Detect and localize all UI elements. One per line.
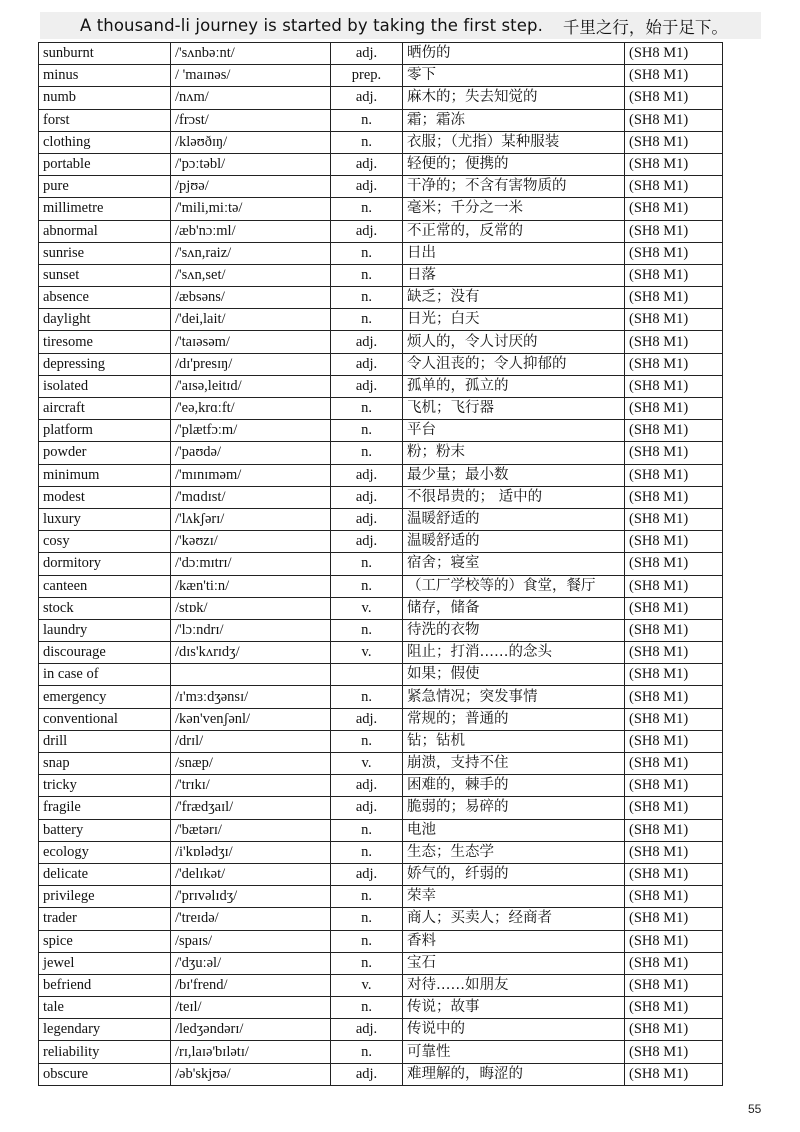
part-of-speech-cell: n. bbox=[331, 264, 403, 286]
part-of-speech-cell: adj. bbox=[331, 531, 403, 553]
table-row bbox=[39, 353, 723, 375]
part-of-speech-cell: n. bbox=[331, 575, 403, 597]
phonetic-cell: /'sʌn,set/ bbox=[171, 264, 331, 286]
part-of-speech-cell: n. bbox=[331, 997, 403, 1019]
chinese-meaning-cell: 温暖舒适的 bbox=[403, 531, 625, 553]
part-of-speech-cell: adj. bbox=[331, 176, 403, 198]
chinese-meaning-cell: 电池 bbox=[403, 819, 625, 841]
part-of-speech-cell: n. bbox=[331, 553, 403, 575]
chinese-meaning-cell: 霜；霜冻 bbox=[403, 109, 625, 131]
phonetic-cell: /əb'skjʊə/ bbox=[171, 1063, 331, 1085]
part-of-speech-cell: n. bbox=[331, 730, 403, 752]
chinese-meaning-cell: 缺乏；没有 bbox=[403, 287, 625, 309]
unit-cell: (SH8 M1) bbox=[625, 886, 723, 908]
chinese-meaning-cell: 干净的；不含有害物质的 bbox=[403, 176, 625, 198]
chinese-meaning-cell: 脆弱的；易碎的 bbox=[403, 797, 625, 819]
chinese-meaning-cell: 烦人的，令人讨厌的 bbox=[403, 331, 625, 353]
table-row bbox=[39, 974, 723, 996]
word-cell: spice bbox=[39, 930, 171, 952]
word-cell: minus bbox=[39, 65, 171, 87]
phonetic-cell: /i'kɒlədʒɪ/ bbox=[171, 841, 331, 863]
word-cell: cosy bbox=[39, 531, 171, 553]
vocabulary-table bbox=[38, 42, 723, 1086]
table-row bbox=[39, 997, 723, 1019]
chinese-meaning-cell: 香料 bbox=[403, 930, 625, 952]
table-row bbox=[39, 930, 723, 952]
chinese-meaning-cell: 零下 bbox=[403, 65, 625, 87]
word-cell: ecology bbox=[39, 841, 171, 863]
unit-cell: (SH8 M1) bbox=[625, 908, 723, 930]
part-of-speech-cell: n. bbox=[331, 131, 403, 153]
table-row bbox=[39, 65, 723, 87]
phonetic-cell: /'trɪkɪ/ bbox=[171, 775, 331, 797]
unit-cell: (SH8 M1) bbox=[625, 87, 723, 109]
table-row bbox=[39, 886, 723, 908]
phonetic-cell: / 'maɪnəs/ bbox=[171, 65, 331, 87]
phonetic-cell: /'dɔːmɪtrɪ/ bbox=[171, 553, 331, 575]
phonetic-cell: /'kəʊzɪ/ bbox=[171, 531, 331, 553]
unit-cell: (SH8 M1) bbox=[625, 309, 723, 331]
phonetic-cell: /'mɑdɪst/ bbox=[171, 486, 331, 508]
phonetic-cell: /'sʌn,raiz/ bbox=[171, 242, 331, 264]
table-row bbox=[39, 176, 723, 198]
chinese-meaning-cell: 钻；钻机 bbox=[403, 730, 625, 752]
word-cell: in case of bbox=[39, 664, 171, 686]
phonetic-cell: /kləʊðɪŋ/ bbox=[171, 131, 331, 153]
table-row bbox=[39, 753, 723, 775]
unit-cell: (SH8 M1) bbox=[625, 775, 723, 797]
phonetic-cell: /'plætfɔːm/ bbox=[171, 420, 331, 442]
chinese-meaning-cell: 储存，储备 bbox=[403, 597, 625, 619]
part-of-speech-cell: adj. bbox=[331, 508, 403, 530]
unit-cell: (SH8 M1) bbox=[625, 353, 723, 375]
table-row bbox=[39, 952, 723, 974]
part-of-speech-cell: n. bbox=[331, 952, 403, 974]
table-row bbox=[39, 597, 723, 619]
unit-cell: (SH8 M1) bbox=[625, 619, 723, 641]
table-row bbox=[39, 819, 723, 841]
unit-cell: (SH8 M1) bbox=[625, 65, 723, 87]
part-of-speech-cell: n. bbox=[331, 242, 403, 264]
word-cell: modest bbox=[39, 486, 171, 508]
unit-cell: (SH8 M1) bbox=[625, 287, 723, 309]
part-of-speech-cell: adj. bbox=[331, 775, 403, 797]
table-row bbox=[39, 575, 723, 597]
phonetic-cell: /'frædʒaɪl/ bbox=[171, 797, 331, 819]
table-row bbox=[39, 464, 723, 486]
word-cell: isolated bbox=[39, 375, 171, 397]
phonetic-cell: /ɪ'mɜːdʒənsɪ/ bbox=[171, 686, 331, 708]
phonetic-cell: /kæn'tiːn/ bbox=[171, 575, 331, 597]
unit-cell: (SH8 M1) bbox=[625, 819, 723, 841]
word-cell: millimetre bbox=[39, 198, 171, 220]
unit-cell: (SH8 M1) bbox=[625, 398, 723, 420]
word-cell: forst bbox=[39, 109, 171, 131]
table-row bbox=[39, 109, 723, 131]
table-row bbox=[39, 398, 723, 420]
chinese-meaning-cell: 阻止；打消……的念头 bbox=[403, 642, 625, 664]
word-cell: battery bbox=[39, 819, 171, 841]
unit-cell: (SH8 M1) bbox=[625, 753, 723, 775]
header-english-proverb: A thousand-li journey is started by taking the first step. bbox=[80, 16, 543, 35]
table-row bbox=[39, 43, 723, 65]
part-of-speech-cell: n. bbox=[331, 686, 403, 708]
word-cell: trader bbox=[39, 908, 171, 930]
table-row bbox=[39, 264, 723, 286]
chinese-meaning-cell: 传说；故事 bbox=[403, 997, 625, 1019]
phonetic-cell: /teɪl/ bbox=[171, 997, 331, 1019]
part-of-speech-cell: n. bbox=[331, 398, 403, 420]
table-row bbox=[39, 841, 723, 863]
word-cell: pure bbox=[39, 176, 171, 198]
phonetic-cell: /rɪ,laɪə'bɪlətɪ/ bbox=[171, 1041, 331, 1063]
unit-cell: (SH8 M1) bbox=[625, 198, 723, 220]
phonetic-cell: /'dʒuːəl/ bbox=[171, 952, 331, 974]
unit-cell: (SH8 M1) bbox=[625, 664, 723, 686]
table-row bbox=[39, 87, 723, 109]
word-cell: laundry bbox=[39, 619, 171, 641]
phonetic-cell: /stɒk/ bbox=[171, 597, 331, 619]
chinese-meaning-cell: 不正常的，反常的 bbox=[403, 220, 625, 242]
phonetic-cell bbox=[171, 664, 331, 686]
unit-cell: (SH8 M1) bbox=[625, 242, 723, 264]
word-cell: portable bbox=[39, 153, 171, 175]
word-cell: conventional bbox=[39, 708, 171, 730]
chinese-meaning-cell: 如果；假使 bbox=[403, 664, 625, 686]
word-cell: depressing bbox=[39, 353, 171, 375]
table-row bbox=[39, 1019, 723, 1041]
phonetic-cell: /drɪl/ bbox=[171, 730, 331, 752]
chinese-meaning-cell: 商人；买卖人；经商者 bbox=[403, 908, 625, 930]
phonetic-cell: /'lʌkʃərɪ/ bbox=[171, 508, 331, 530]
part-of-speech-cell: prep. bbox=[331, 65, 403, 87]
table-row bbox=[39, 331, 723, 353]
unit-cell: (SH8 M1) bbox=[625, 43, 723, 65]
chinese-meaning-cell: 困难的，棘手的 bbox=[403, 775, 625, 797]
word-cell: delicate bbox=[39, 863, 171, 885]
table-row bbox=[39, 287, 723, 309]
table-row bbox=[39, 198, 723, 220]
unit-cell: (SH8 M1) bbox=[625, 863, 723, 885]
chinese-meaning-cell: 传说中的 bbox=[403, 1019, 625, 1041]
word-cell: sunrise bbox=[39, 242, 171, 264]
unit-cell: (SH8 M1) bbox=[625, 1041, 723, 1063]
table-row bbox=[39, 531, 723, 553]
word-cell: fragile bbox=[39, 797, 171, 819]
part-of-speech-cell: adj. bbox=[331, 486, 403, 508]
unit-cell: (SH8 M1) bbox=[625, 1019, 723, 1041]
table-row bbox=[39, 442, 723, 464]
phonetic-cell: /'mɪnɪməm/ bbox=[171, 464, 331, 486]
part-of-speech-cell: adj. bbox=[331, 331, 403, 353]
phonetic-cell: /kən'venʃənl/ bbox=[171, 708, 331, 730]
part-of-speech-cell: n. bbox=[331, 1041, 403, 1063]
chinese-meaning-cell: 毫米；千分之一米 bbox=[403, 198, 625, 220]
part-of-speech-cell bbox=[331, 664, 403, 686]
unit-cell: (SH8 M1) bbox=[625, 508, 723, 530]
unit-cell: (SH8 M1) bbox=[625, 974, 723, 996]
word-cell: canteen bbox=[39, 575, 171, 597]
word-cell: tale bbox=[39, 997, 171, 1019]
chinese-meaning-cell: 不很昂贵的； 适中的 bbox=[403, 486, 625, 508]
phonetic-cell: /'pɔːtəbl/ bbox=[171, 153, 331, 175]
table-row bbox=[39, 486, 723, 508]
unit-cell: (SH8 M1) bbox=[625, 597, 723, 619]
word-cell: drill bbox=[39, 730, 171, 752]
chinese-meaning-cell: 晒伤的 bbox=[403, 43, 625, 65]
table-row bbox=[39, 708, 723, 730]
part-of-speech-cell: n. bbox=[331, 198, 403, 220]
word-cell: tiresome bbox=[39, 331, 171, 353]
unit-cell: (SH8 M1) bbox=[625, 153, 723, 175]
word-cell: reliability bbox=[39, 1041, 171, 1063]
table-row bbox=[39, 309, 723, 331]
phonetic-cell: /'dei,lait/ bbox=[171, 309, 331, 331]
page-number: 55 bbox=[748, 1102, 762, 1116]
phonetic-cell: /'eə,krɑːft/ bbox=[171, 398, 331, 420]
word-cell: legendary bbox=[39, 1019, 171, 1041]
page-header bbox=[40, 12, 761, 39]
unit-cell: (SH8 M1) bbox=[625, 841, 723, 863]
phonetic-cell: /'aɪsə,leitɪd/ bbox=[171, 375, 331, 397]
word-cell: discourage bbox=[39, 642, 171, 664]
chinese-meaning-cell: 麻木的；失去知觉的 bbox=[403, 87, 625, 109]
chinese-meaning-cell: 日出 bbox=[403, 242, 625, 264]
word-cell: befriend bbox=[39, 974, 171, 996]
unit-cell: (SH8 M1) bbox=[625, 797, 723, 819]
word-cell: sunset bbox=[39, 264, 171, 286]
phonetic-cell: /dɪs'kʌrɪdʒ/ bbox=[171, 642, 331, 664]
chinese-meaning-cell: 荣幸 bbox=[403, 886, 625, 908]
part-of-speech-cell: v. bbox=[331, 753, 403, 775]
word-cell: aircraft bbox=[39, 398, 171, 420]
part-of-speech-cell: adj. bbox=[331, 464, 403, 486]
part-of-speech-cell: v. bbox=[331, 642, 403, 664]
chinese-meaning-cell: 衣服；（尤指）某种服装 bbox=[403, 131, 625, 153]
word-cell: luxury bbox=[39, 508, 171, 530]
unit-cell: (SH8 M1) bbox=[625, 930, 723, 952]
phonetic-cell: /'bætərɪ/ bbox=[171, 819, 331, 841]
part-of-speech-cell: n. bbox=[331, 420, 403, 442]
header-chinese-proverb: 千里之行，始于足下。 bbox=[562, 17, 728, 37]
part-of-speech-cell: adj. bbox=[331, 1019, 403, 1041]
chinese-meaning-cell: 对待……如朋友 bbox=[403, 974, 625, 996]
unit-cell: (SH8 M1) bbox=[625, 486, 723, 508]
table-row bbox=[39, 420, 723, 442]
phonetic-cell: /æb'nɔːml/ bbox=[171, 220, 331, 242]
chinese-meaning-cell: 日落 bbox=[403, 264, 625, 286]
phonetic-cell: /'paʊdə/ bbox=[171, 442, 331, 464]
word-cell: jewel bbox=[39, 952, 171, 974]
unit-cell: (SH8 M1) bbox=[625, 220, 723, 242]
word-cell: snap bbox=[39, 753, 171, 775]
unit-cell: (SH8 M1) bbox=[625, 686, 723, 708]
phonetic-cell: /'treɪdə/ bbox=[171, 908, 331, 930]
table-row bbox=[39, 863, 723, 885]
part-of-speech-cell: adj. bbox=[331, 375, 403, 397]
chinese-meaning-cell: 待洗的衣物 bbox=[403, 619, 625, 641]
phonetic-cell: /snæp/ bbox=[171, 753, 331, 775]
chinese-meaning-cell: 崩溃，支持不住 bbox=[403, 753, 625, 775]
phonetic-cell: /ledʒəndərɪ/ bbox=[171, 1019, 331, 1041]
table-row bbox=[39, 686, 723, 708]
chinese-meaning-cell: 紧急情况；突发事情 bbox=[403, 686, 625, 708]
chinese-meaning-cell: 娇气的，纤弱的 bbox=[403, 863, 625, 885]
unit-cell: (SH8 M1) bbox=[625, 553, 723, 575]
unit-cell: (SH8 M1) bbox=[625, 442, 723, 464]
phonetic-cell: /'sʌnbəːnt/ bbox=[171, 43, 331, 65]
word-cell: emergency bbox=[39, 686, 171, 708]
unit-cell: (SH8 M1) bbox=[625, 420, 723, 442]
phonetic-cell: /'prɪvəlɪdʒ/ bbox=[171, 886, 331, 908]
chinese-meaning-cell: 平台 bbox=[403, 420, 625, 442]
table-row bbox=[39, 775, 723, 797]
chinese-meaning-cell: 粉；粉末 bbox=[403, 442, 625, 464]
word-cell: dormitory bbox=[39, 553, 171, 575]
unit-cell: (SH8 M1) bbox=[625, 331, 723, 353]
table-row bbox=[39, 619, 723, 641]
part-of-speech-cell: n. bbox=[331, 309, 403, 331]
phonetic-cell: /bɪ'frend/ bbox=[171, 974, 331, 996]
word-cell: powder bbox=[39, 442, 171, 464]
phonetic-cell: /spaɪs/ bbox=[171, 930, 331, 952]
chinese-meaning-cell: 难理解的，晦涩的 bbox=[403, 1063, 625, 1085]
unit-cell: (SH8 M1) bbox=[625, 730, 723, 752]
table-row bbox=[39, 1041, 723, 1063]
part-of-speech-cell: n. bbox=[331, 930, 403, 952]
part-of-speech-cell: adj. bbox=[331, 863, 403, 885]
table-row bbox=[39, 375, 723, 397]
unit-cell: (SH8 M1) bbox=[625, 575, 723, 597]
unit-cell: (SH8 M1) bbox=[625, 464, 723, 486]
word-cell: tricky bbox=[39, 775, 171, 797]
part-of-speech-cell: n. bbox=[331, 442, 403, 464]
table-row bbox=[39, 220, 723, 242]
chinese-meaning-cell: 宿舍；寝室 bbox=[403, 553, 625, 575]
part-of-speech-cell: v. bbox=[331, 597, 403, 619]
table-row bbox=[39, 153, 723, 175]
word-cell: clothing bbox=[39, 131, 171, 153]
unit-cell: (SH8 M1) bbox=[625, 176, 723, 198]
chinese-meaning-cell: 日光；白天 bbox=[403, 309, 625, 331]
chinese-meaning-cell: 最少量；最小数 bbox=[403, 464, 625, 486]
vocabulary-table-body bbox=[39, 43, 723, 1086]
table-row bbox=[39, 730, 723, 752]
chinese-meaning-cell: 孤单的，孤立的 bbox=[403, 375, 625, 397]
phonetic-cell: /'delɪkət/ bbox=[171, 863, 331, 885]
part-of-speech-cell: n. bbox=[331, 819, 403, 841]
table-row bbox=[39, 908, 723, 930]
unit-cell: (SH8 M1) bbox=[625, 708, 723, 730]
part-of-speech-cell: adj. bbox=[331, 153, 403, 175]
part-of-speech-cell: v. bbox=[331, 974, 403, 996]
chinese-meaning-cell: 温暖舒适的 bbox=[403, 508, 625, 530]
table-row bbox=[39, 664, 723, 686]
word-cell: daylight bbox=[39, 309, 171, 331]
part-of-speech-cell: n. bbox=[331, 109, 403, 131]
table-row bbox=[39, 131, 723, 153]
part-of-speech-cell: adj. bbox=[331, 708, 403, 730]
word-cell: absence bbox=[39, 287, 171, 309]
part-of-speech-cell: adj. bbox=[331, 220, 403, 242]
phonetic-cell: /'mili,miːtə/ bbox=[171, 198, 331, 220]
part-of-speech-cell: adj. bbox=[331, 43, 403, 65]
unit-cell: (SH8 M1) bbox=[625, 642, 723, 664]
phonetic-cell: /'taɪəsəm/ bbox=[171, 331, 331, 353]
table-row bbox=[39, 508, 723, 530]
phonetic-cell: /'lɔːndrɪ/ bbox=[171, 619, 331, 641]
part-of-speech-cell: n. bbox=[331, 841, 403, 863]
part-of-speech-cell: adj. bbox=[331, 797, 403, 819]
phonetic-cell: /æbsəns/ bbox=[171, 287, 331, 309]
part-of-speech-cell: adj. bbox=[331, 87, 403, 109]
part-of-speech-cell: n. bbox=[331, 287, 403, 309]
unit-cell: (SH8 M1) bbox=[625, 952, 723, 974]
unit-cell: (SH8 M1) bbox=[625, 109, 723, 131]
word-cell: stock bbox=[39, 597, 171, 619]
phonetic-cell: /dɪ'presɪŋ/ bbox=[171, 353, 331, 375]
table-row bbox=[39, 242, 723, 264]
chinese-meaning-cell: 宝石 bbox=[403, 952, 625, 974]
word-cell: obscure bbox=[39, 1063, 171, 1085]
chinese-meaning-cell: 轻便的；便携的 bbox=[403, 153, 625, 175]
unit-cell: (SH8 M1) bbox=[625, 264, 723, 286]
word-cell: sunburnt bbox=[39, 43, 171, 65]
chinese-meaning-cell: 令人沮丧的；令人抑郁的 bbox=[403, 353, 625, 375]
part-of-speech-cell: n. bbox=[331, 908, 403, 930]
chinese-meaning-cell: 生态；生态学 bbox=[403, 841, 625, 863]
word-cell: numb bbox=[39, 87, 171, 109]
unit-cell: (SH8 M1) bbox=[625, 1063, 723, 1085]
phonetic-cell: /nʌm/ bbox=[171, 87, 331, 109]
table-row bbox=[39, 1063, 723, 1085]
phonetic-cell: /frɔst/ bbox=[171, 109, 331, 131]
word-cell: abnormal bbox=[39, 220, 171, 242]
part-of-speech-cell: n. bbox=[331, 886, 403, 908]
word-cell: privilege bbox=[39, 886, 171, 908]
phonetic-cell: /pjʊə/ bbox=[171, 176, 331, 198]
unit-cell: (SH8 M1) bbox=[625, 531, 723, 553]
table-row bbox=[39, 553, 723, 575]
table-row bbox=[39, 797, 723, 819]
word-cell: minimum bbox=[39, 464, 171, 486]
part-of-speech-cell: n. bbox=[331, 619, 403, 641]
chinese-meaning-cell: 可靠性 bbox=[403, 1041, 625, 1063]
chinese-meaning-cell: （工厂学校等的）食堂，餐厅 bbox=[403, 575, 625, 597]
unit-cell: (SH8 M1) bbox=[625, 997, 723, 1019]
table-row bbox=[39, 642, 723, 664]
word-cell: platform bbox=[39, 420, 171, 442]
unit-cell: (SH8 M1) bbox=[625, 131, 723, 153]
chinese-meaning-cell: 常规的；普通的 bbox=[403, 708, 625, 730]
unit-cell: (SH8 M1) bbox=[625, 375, 723, 397]
part-of-speech-cell: adj. bbox=[331, 1063, 403, 1085]
chinese-meaning-cell: 飞机；飞行器 bbox=[403, 398, 625, 420]
part-of-speech-cell: adj. bbox=[331, 353, 403, 375]
